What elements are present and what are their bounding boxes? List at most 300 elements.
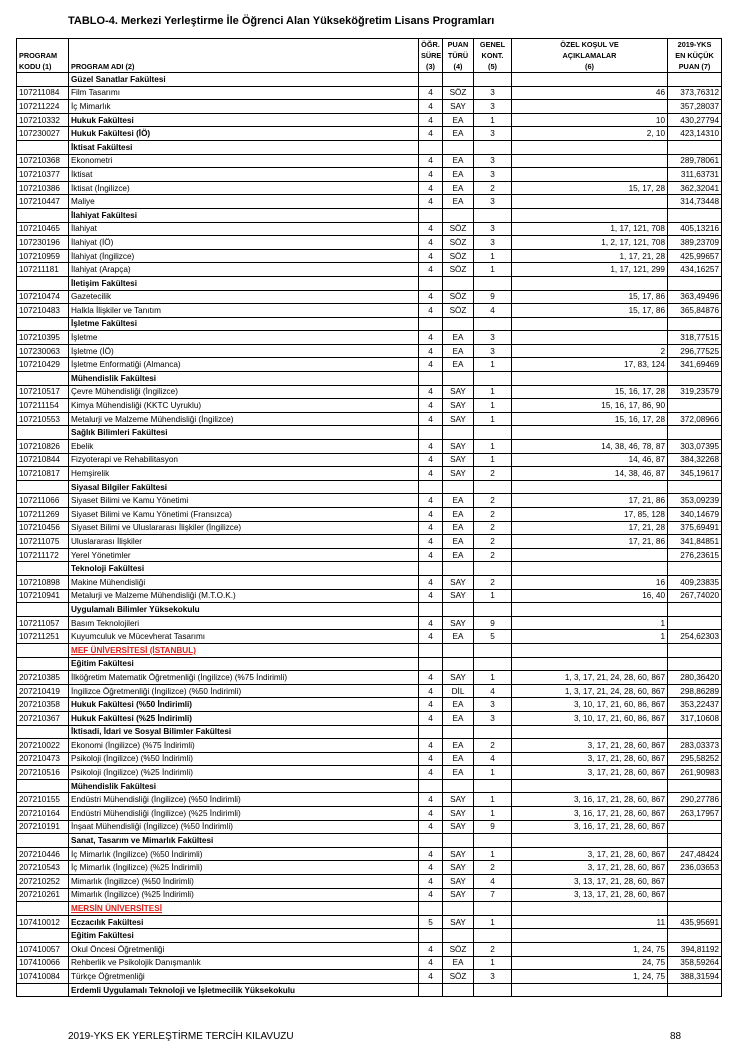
empty-cell (17, 779, 69, 793)
faculty-name: Mühendislik Fakültesi (69, 372, 419, 386)
cell-program-code: 107211075 (17, 535, 69, 549)
cell-duration: 4 (419, 467, 443, 481)
cell-quota: 1 (474, 385, 512, 399)
cell-conditions: 17, 21, 28 (512, 521, 668, 535)
cell-quota: 3 (474, 127, 512, 141)
cell-program-code: 107210517 (17, 385, 69, 399)
cell-program-code: 107230063 (17, 344, 69, 358)
cell-program-name: İlahiyat (Arapça) (69, 263, 419, 277)
cell-min-score: 345,19617 (668, 467, 722, 481)
faculty-name: Erdemli Uygulamalı Teknoloji ve İşletmecilik Yüksekokulu (69, 983, 419, 997)
cell-score-type: SÖZ (443, 290, 474, 304)
cell-duration: 4 (419, 385, 443, 399)
cell-quota: 2 (474, 494, 512, 508)
table-row (17, 752, 722, 766)
cell-min-score: 353,09239 (668, 494, 722, 508)
cell-quota: 3 (474, 168, 512, 182)
cell-score-type: SAY (443, 399, 474, 413)
table-row (17, 956, 722, 970)
empty-cell (512, 725, 668, 739)
table-row (17, 453, 722, 467)
table-row (17, 331, 722, 345)
table-row (17, 616, 722, 630)
cell-score-type: SÖZ (443, 86, 474, 100)
cell-program-name: Film Tasarımı (69, 86, 419, 100)
empty-cell (474, 725, 512, 739)
cell-conditions: 1, 24, 75 (512, 970, 668, 984)
empty-cell (512, 276, 668, 290)
cell-program-name: İnşaat Mühendisliği (İngilizce) (%50 İndirimli) (69, 820, 419, 834)
cell-program-code: 207210191 (17, 820, 69, 834)
table-row (17, 711, 722, 725)
cell-program-name: Çevre Mühendisliği (İngilizce) (69, 385, 419, 399)
cell-duration: 4 (419, 521, 443, 535)
empty-cell (17, 426, 69, 440)
cell-duration: 4 (419, 399, 443, 413)
cell-min-score: 247,48424 (668, 847, 722, 861)
cell-conditions: 3, 16, 17, 21, 28, 60, 867 (512, 807, 668, 821)
cell-conditions: 15, 16, 17, 86, 90 (512, 399, 668, 413)
empty-cell (512, 643, 668, 657)
empty-cell (474, 983, 512, 997)
cell-program-name: İç Mimarlık (69, 100, 419, 114)
empty-cell (474, 779, 512, 793)
cell-program-name: Gazetecilik (69, 290, 419, 304)
empty-cell (474, 317, 512, 331)
table-row (17, 358, 722, 372)
cell-duration: 4 (419, 154, 443, 168)
empty-cell (512, 983, 668, 997)
empty-cell (17, 643, 69, 657)
cell-score-type: SAY (443, 671, 474, 685)
cell-program-code: 207210446 (17, 847, 69, 861)
table-row (17, 807, 722, 821)
faculty-row (17, 603, 722, 617)
empty-cell (474, 276, 512, 290)
programs-table (16, 38, 722, 997)
cell-program-code: 107211181 (17, 263, 69, 277)
table-row (17, 875, 722, 889)
cell-conditions: 1, 3, 17, 21, 24, 28, 60, 867 (512, 671, 668, 685)
header-line: AÇIKLAMALAR (562, 51, 617, 60)
cell-conditions: 15, 16, 17, 28 (512, 385, 668, 399)
table-row (17, 630, 722, 644)
header-line: PUAN (7) (678, 62, 711, 71)
cell-duration: 4 (419, 181, 443, 195)
cell-program-name: Ekonometri (69, 154, 419, 168)
faculty-name: İletişim Fakültesi (69, 276, 419, 290)
cell-min-score (668, 888, 722, 902)
cell-score-type: SÖZ (443, 236, 474, 250)
cell-quota: 9 (474, 616, 512, 630)
empty-cell (474, 140, 512, 154)
cell-quota: 3 (474, 154, 512, 168)
empty-cell (512, 902, 668, 916)
empty-cell (419, 725, 443, 739)
cell-duration: 4 (419, 331, 443, 345)
empty-cell (419, 929, 443, 943)
cell-min-score (668, 820, 722, 834)
cell-program-name: Mimarlık (İngilizce) (%50 İndirimli) (69, 875, 419, 889)
cell-min-score: 363,49496 (668, 290, 722, 304)
cell-quota: 1 (474, 412, 512, 426)
cell-program-code: 107210844 (17, 453, 69, 467)
empty-cell (474, 372, 512, 386)
cell-min-score: 311,63731 (668, 168, 722, 182)
empty-cell (474, 562, 512, 576)
table-row (17, 684, 722, 698)
cell-quota: 3 (474, 344, 512, 358)
header-line: KONT. (481, 51, 504, 60)
empty-cell (512, 317, 668, 331)
cell-conditions: 17, 21, 86 (512, 494, 668, 508)
cell-program-code: 107410057 (17, 943, 69, 957)
cell-duration: 4 (419, 508, 443, 522)
empty-cell (443, 983, 474, 997)
cell-program-name: Uluslararası İlişkiler (69, 535, 419, 549)
table-row (17, 467, 722, 481)
cell-score-type: EA (443, 127, 474, 141)
cell-quota: 1 (474, 793, 512, 807)
cell-duration: 4 (419, 671, 443, 685)
table-row (17, 399, 722, 413)
cell-conditions: 10 (512, 113, 668, 127)
empty-cell (419, 276, 443, 290)
table-row (17, 344, 722, 358)
header-line: EN KÜÇÜK (675, 51, 714, 60)
faculty-row (17, 725, 722, 739)
header-line: (4) (453, 62, 463, 71)
cell-quota: 1 (474, 440, 512, 454)
empty-cell (443, 73, 474, 87)
faculty-row (17, 276, 722, 290)
empty-cell (474, 834, 512, 848)
cell-score-type: EA (443, 956, 474, 970)
cell-quota: 2 (474, 508, 512, 522)
cell-score-type: EA (443, 630, 474, 644)
empty-cell (474, 643, 512, 657)
empty-cell (474, 657, 512, 671)
cell-program-name: Rehberlik ve Psikolojik Danışmanlık (69, 956, 419, 970)
cell-quota: 1 (474, 453, 512, 467)
cell-quota: 4 (474, 304, 512, 318)
cell-min-score: 317,10608 (668, 711, 722, 725)
cell-program-name: İlahiyat (69, 222, 419, 236)
empty-cell (512, 929, 668, 943)
empty-cell (419, 779, 443, 793)
cell-conditions: 1, 3, 17, 21, 24, 28, 60, 867 (512, 684, 668, 698)
cell-min-score: 358,59264 (668, 956, 722, 970)
table-row (17, 915, 722, 929)
cell-min-score: 319,23579 (668, 385, 722, 399)
empty-cell (474, 902, 512, 916)
faculty-name: Sağlık Bilimleri Fakültesi (69, 426, 419, 440)
empty-cell (443, 643, 474, 657)
empty-cell (17, 603, 69, 617)
cell-duration: 4 (419, 943, 443, 957)
empty-cell (512, 779, 668, 793)
table-row (17, 86, 722, 100)
cell-quota: 1 (474, 249, 512, 263)
header-line: ÖZEL KOŞUL VE (560, 40, 619, 49)
cell-quota: 3 (474, 222, 512, 236)
cell-score-type: DİL (443, 684, 474, 698)
cell-score-type: EA (443, 358, 474, 372)
cell-score-type: EA (443, 331, 474, 345)
cell-quota: 9 (474, 290, 512, 304)
cell-min-score: 357,28037 (668, 100, 722, 114)
empty-cell (443, 317, 474, 331)
cell-score-type: SAY (443, 861, 474, 875)
cell-score-type: SAY (443, 888, 474, 902)
empty-cell (17, 657, 69, 671)
table-row (17, 535, 722, 549)
empty-cell (668, 317, 722, 331)
cell-program-name: Mimarlık (İngilizce) (%25 İndirimli) (69, 888, 419, 902)
cell-score-type: EA (443, 508, 474, 522)
empty-cell (419, 983, 443, 997)
empty-cell (443, 603, 474, 617)
cell-score-type: SÖZ (443, 249, 474, 263)
cell-duration: 4 (419, 956, 443, 970)
cell-min-score: 434,16257 (668, 263, 722, 277)
cell-conditions: 3, 10, 17, 21, 60, 86, 867 (512, 711, 668, 725)
table-row (17, 698, 722, 712)
cell-program-code: 207210419 (17, 684, 69, 698)
table-row (17, 548, 722, 562)
table-row (17, 100, 722, 114)
faculty-name: İlahiyat Fakültesi (69, 208, 419, 222)
table-row (17, 249, 722, 263)
header-duration (419, 39, 443, 73)
cell-program-code: 207210022 (17, 739, 69, 753)
empty-cell (668, 372, 722, 386)
cell-program-code: 107210447 (17, 195, 69, 209)
cell-program-name: İktisat (69, 168, 419, 182)
cell-quota: 3 (474, 698, 512, 712)
empty-cell (17, 208, 69, 222)
cell-conditions: 1, 24, 75 (512, 943, 668, 957)
cell-duration: 4 (419, 358, 443, 372)
cell-quota: 2 (474, 181, 512, 195)
cell-program-name: Basım Teknolojileri (69, 616, 419, 630)
cell-min-score: 365,84876 (668, 304, 722, 318)
cell-score-type: EA (443, 766, 474, 780)
table-row (17, 181, 722, 195)
cell-duration: 4 (419, 263, 443, 277)
university-name: MERSİN ÜNİVERSİTESİ (69, 902, 419, 916)
cell-score-type: SAY (443, 820, 474, 834)
cell-score-type: SAY (443, 467, 474, 481)
empty-cell (668, 725, 722, 739)
cell-program-name: Endüstri Mühendisliği (İngilizce) (%50 İndirimli) (69, 793, 419, 807)
empty-cell (419, 902, 443, 916)
empty-cell (512, 140, 668, 154)
cell-conditions: 46 (512, 86, 668, 100)
university-row (17, 902, 722, 916)
cell-program-code: 107210898 (17, 575, 69, 589)
faculty-row (17, 140, 722, 154)
cell-score-type: EA (443, 711, 474, 725)
cell-min-score: 394,81192 (668, 943, 722, 957)
cell-program-name: Hukuk Fakültesi (%50 İndirimli) (69, 698, 419, 712)
cell-program-name: Siyaset Bilimi ve Kamu Yönetimi (Fransızca) (69, 508, 419, 522)
cell-conditions: 14, 38, 46, 87 (512, 467, 668, 481)
cell-min-score: 298,86289 (668, 684, 722, 698)
cell-conditions: 1, 2, 17, 121, 708 (512, 236, 668, 250)
empty-cell (668, 643, 722, 657)
cell-min-score: 375,69491 (668, 521, 722, 535)
header-line: GENEL (479, 40, 506, 49)
cell-quota: 4 (474, 875, 512, 889)
table-row (17, 263, 722, 277)
cell-quota: 3 (474, 331, 512, 345)
cell-quota: 1 (474, 766, 512, 780)
cell-duration: 4 (419, 698, 443, 712)
cell-conditions: 3, 13, 17, 21, 28, 60, 867 (512, 888, 668, 902)
table-row (17, 575, 722, 589)
cell-program-code: 107210817 (17, 467, 69, 481)
cell-program-code: 107210456 (17, 521, 69, 535)
empty-cell (668, 276, 722, 290)
cell-score-type: SAY (443, 875, 474, 889)
cell-min-score: 263,17957 (668, 807, 722, 821)
table-header-row (17, 39, 722, 73)
header-line: PROGRAM ADI (2) (71, 62, 135, 71)
empty-cell (17, 562, 69, 576)
empty-cell (419, 480, 443, 494)
cell-score-type: EA (443, 521, 474, 535)
cell-program-code: 107210377 (17, 168, 69, 182)
faculty-name: Teknoloji Fakültesi (69, 562, 419, 576)
cell-duration: 4 (419, 249, 443, 263)
cell-duration: 4 (419, 766, 443, 780)
cell-program-name: İlahiyat (İngilizce) (69, 249, 419, 263)
empty-cell (419, 426, 443, 440)
table-row (17, 168, 722, 182)
cell-quota: 1 (474, 263, 512, 277)
header-min-score (668, 39, 722, 73)
table-row (17, 154, 722, 168)
cell-quota: 1 (474, 847, 512, 861)
cell-duration: 4 (419, 739, 443, 753)
table-row (17, 521, 722, 535)
cell-duration: 4 (419, 875, 443, 889)
cell-score-type: SAY (443, 793, 474, 807)
cell-program-code: 207210358 (17, 698, 69, 712)
cell-min-score: 384,32268 (668, 453, 722, 467)
cell-score-type: SAY (443, 807, 474, 821)
cell-program-name: İlköğretim Matematik Öğretmenliği (İngilizce) (%75 İndirimli) (69, 671, 419, 685)
cell-duration: 4 (419, 548, 443, 562)
cell-program-code: 107210941 (17, 589, 69, 603)
cell-conditions (512, 154, 668, 168)
cell-min-score: 289,78061 (668, 154, 722, 168)
cell-program-code: 107210483 (17, 304, 69, 318)
empty-cell (668, 929, 722, 943)
cell-program-code: 107230196 (17, 236, 69, 250)
cell-min-score: 373,76312 (668, 86, 722, 100)
empty-cell (443, 480, 474, 494)
faculty-name: İktisadi, İdari ve Sosyal Bilimler Fakültesi (69, 725, 419, 739)
cell-min-score: 254,62303 (668, 630, 722, 644)
empty-cell (512, 372, 668, 386)
table-row (17, 236, 722, 250)
cell-conditions (512, 100, 668, 114)
cell-program-code: 207210367 (17, 711, 69, 725)
cell-program-name: Metalurji ve Malzeme Mühendisliği (İngilizce) (69, 412, 419, 426)
cell-quota: 1 (474, 671, 512, 685)
empty-cell (17, 140, 69, 154)
empty-cell (419, 603, 443, 617)
cell-program-name: Endüstri Mühendisliği (İngilizce) (%25 İndirimli) (69, 807, 419, 821)
empty-cell (419, 140, 443, 154)
cell-duration: 4 (419, 535, 443, 549)
cell-program-code: 107210826 (17, 440, 69, 454)
faculty-name: Eğitim Fakültesi (69, 657, 419, 671)
cell-min-score: 409,23835 (668, 575, 722, 589)
cell-program-name: İşletme (69, 331, 419, 345)
header-program-code (17, 39, 69, 73)
cell-min-score: 296,77525 (668, 344, 722, 358)
cell-duration: 4 (419, 684, 443, 698)
cell-quota: 3 (474, 195, 512, 209)
cell-min-score: 295,58252 (668, 752, 722, 766)
cell-quota: 1 (474, 807, 512, 821)
cell-conditions: 1, 17, 121, 708 (512, 222, 668, 236)
empty-cell (512, 834, 668, 848)
header-quota (474, 39, 512, 73)
cell-program-code: 107210959 (17, 249, 69, 263)
header-line: PROGRAM (19, 51, 58, 60)
cell-program-code: 207210473 (17, 752, 69, 766)
cell-program-code: 107211084 (17, 86, 69, 100)
cell-quota: 2 (474, 575, 512, 589)
cell-quota: 3 (474, 970, 512, 984)
faculty-row (17, 562, 722, 576)
cell-duration: 4 (419, 861, 443, 875)
cell-conditions: 16, 40 (512, 589, 668, 603)
cell-program-code: 207210543 (17, 861, 69, 875)
cell-program-name: Ebelik (69, 440, 419, 454)
cell-duration: 4 (419, 575, 443, 589)
cell-program-code: 207210164 (17, 807, 69, 821)
cell-duration: 4 (419, 807, 443, 821)
cell-program-code: 107410066 (17, 956, 69, 970)
cell-program-name: İşletme (İÖ) (69, 344, 419, 358)
cell-conditions: 14, 38, 46, 78, 87 (512, 440, 668, 454)
faculty-row (17, 317, 722, 331)
cell-duration: 5 (419, 915, 443, 929)
cell-score-type: SÖZ (443, 304, 474, 318)
cell-program-name: Maliye (69, 195, 419, 209)
empty-cell (668, 562, 722, 576)
empty-cell (668, 426, 722, 440)
cell-conditions: 1, 17, 21, 28 (512, 249, 668, 263)
cell-program-name: Siyaset Bilimi ve Kamu Yönetimi (69, 494, 419, 508)
empty-cell (443, 657, 474, 671)
empty-cell (443, 929, 474, 943)
cell-score-type: SAY (443, 847, 474, 861)
cell-min-score: 425,99657 (668, 249, 722, 263)
table-row (17, 943, 722, 957)
table-row (17, 739, 722, 753)
faculty-row (17, 372, 722, 386)
faculty-row (17, 657, 722, 671)
cell-quota: 3 (474, 711, 512, 725)
header-line: (6) (585, 62, 594, 71)
table-row (17, 793, 722, 807)
